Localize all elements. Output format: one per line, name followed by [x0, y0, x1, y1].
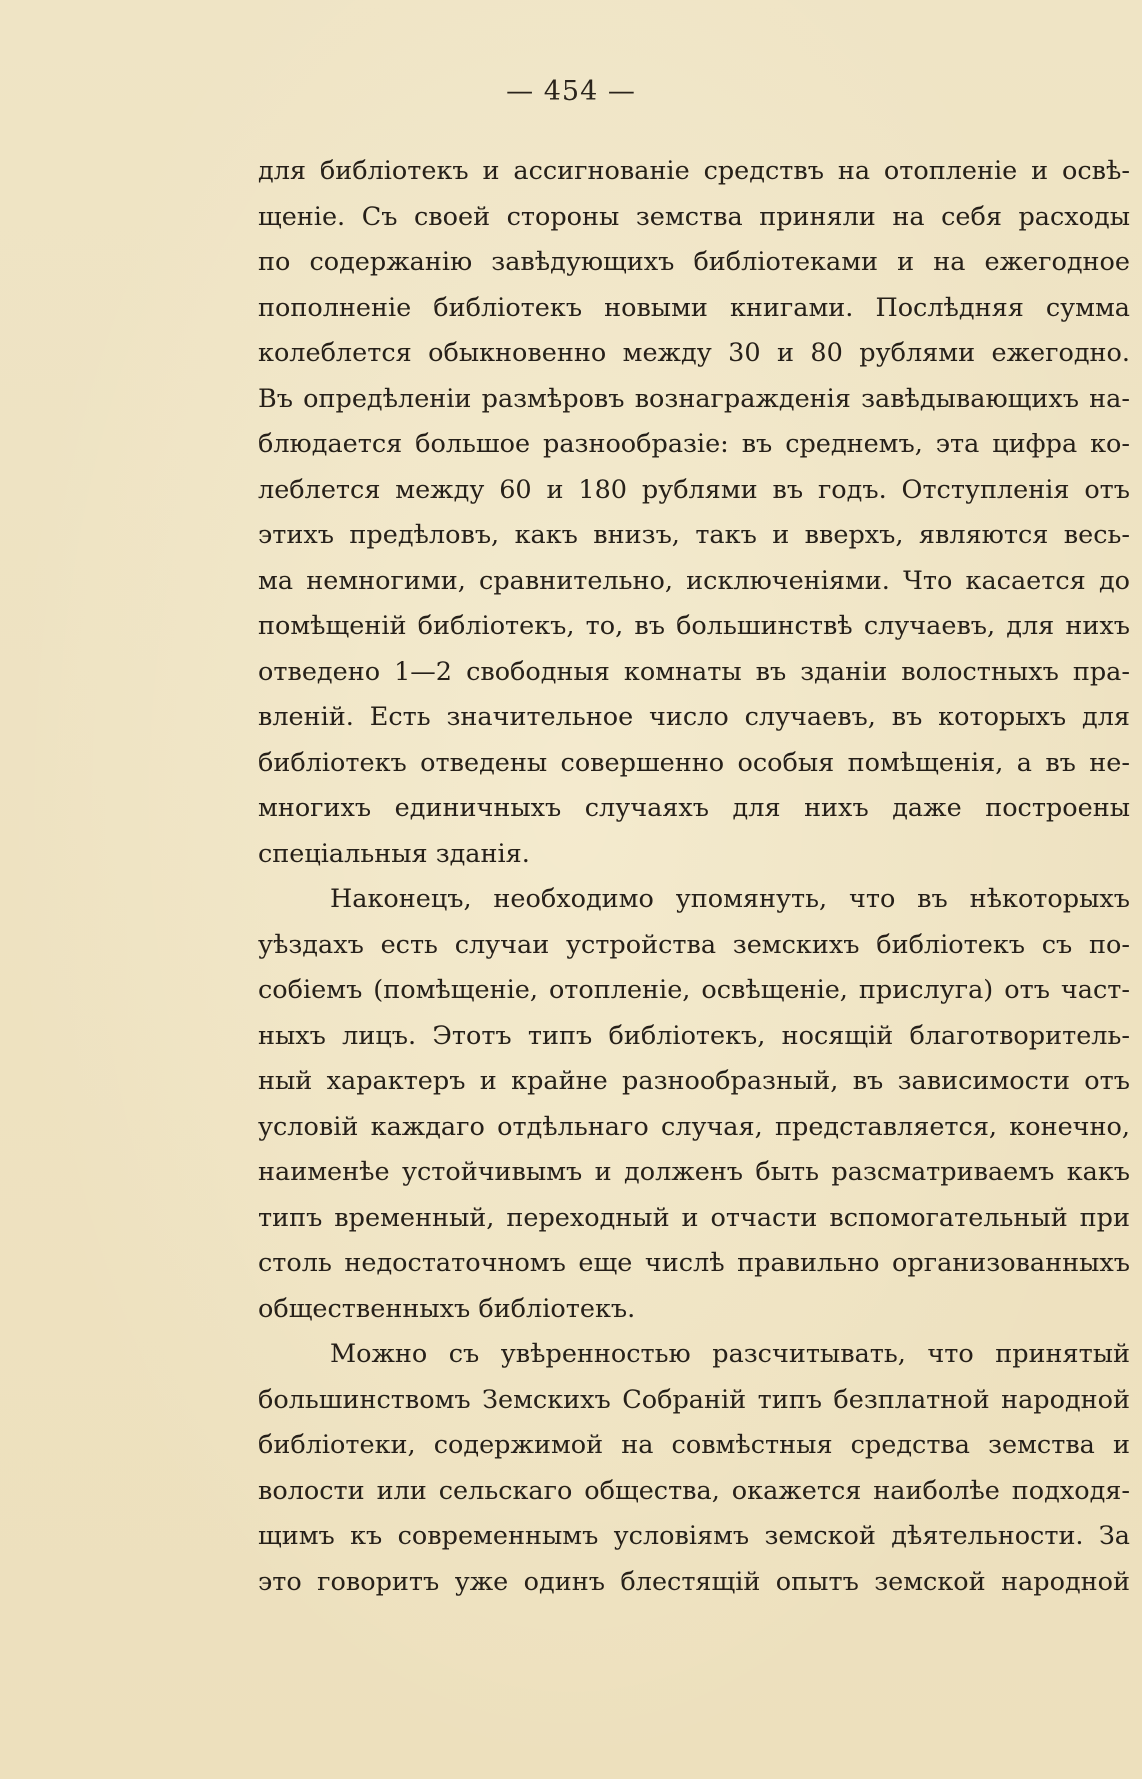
text-line: этихъ предѣловъ, какъ внизъ, такъ и вверхъ, являются весь- [258, 520, 1130, 550]
text-line: щимъ къ современнымъ условіямъ земской дѣятельности. За [258, 1521, 1130, 1551]
paragraph-1 [258, 149, 1130, 877]
text-line: по содержанію завѣдующихъ библіотеками и на ежегодное [258, 247, 1130, 277]
text-line: Наконецъ, необходимо упомянуть, что въ нѣкоторыхъ [330, 884, 1130, 914]
text-line: общественныхъ библіотекъ. [258, 1293, 636, 1324]
text-line: отведено 1—2 свободныя комнаты въ зданіи волостныхъ пра- [258, 656, 1130, 687]
text-line: многихъ единичныхъ случаяхъ для нихъ даже построены [258, 793, 1130, 823]
text-line: ныхъ лицъ. Этотъ типъ библіотекъ, носящій благотворитель- [258, 1020, 1130, 1051]
text-line: блюдается большое разнообразіе: въ среднемъ, эта цифра ко- [258, 429, 1130, 459]
text-line: условій каждаго отдѣльнаго случая, представляется, конечно, [258, 1111, 1130, 1142]
text-line: для библіотекъ и ассигнованіе средствъ на отопленіе и освѣ- [258, 156, 1130, 186]
text-line: наименѣе устойчивымъ и долженъ быть разсматриваемъ какъ [258, 1157, 1130, 1187]
text-line: ный характеръ и крайне разнообразный, въ зависимости отъ [258, 1066, 1130, 1096]
text-line: колеблется обыкновенно между 30 и 80 рублями ежегодно. [258, 338, 1130, 368]
body-text [258, 149, 1130, 1605]
text-line: библіотекъ отведены совершенно особыя помѣщенія, а въ не- [258, 747, 1130, 778]
text-line: пополненіе библіотекъ новыми книгами. Послѣдняя сумма [258, 292, 1130, 323]
text-line: вленій. Есть значительное число случаевъ, въ которыхъ для [258, 702, 1130, 732]
text-line: большинствомъ Земскихъ Собраній типъ безплатной народной [258, 1384, 1130, 1415]
text-line: библіотеки, содержимой на совмѣстныя средства земства и [258, 1430, 1130, 1460]
text-line: волости или сельскаго общества, окажется наиболѣе подходя- [258, 1475, 1130, 1506]
text-line: столь недостаточномъ еще числѣ правильно организованныхъ [258, 1248, 1130, 1278]
text-line: Можно съ увѣренностью разсчитывать, что принятый [330, 1339, 1130, 1369]
paragraph-2 [258, 877, 1130, 1332]
text-line: ма немногими, сравнительно, исключеніями. Что касается до [258, 565, 1130, 596]
text-line: собіемъ (помѣщеніе, отопленіе, освѣщеніе, прислуга) отъ част- [258, 975, 1130, 1005]
text-line: помѣщеній библіотекъ, то, въ большинствѣ случаевъ, для нихъ [258, 611, 1130, 641]
paragraph-3 [258, 1332, 1130, 1605]
text-line: спеціальныя зданія. [258, 838, 530, 869]
text-line: это говоритъ уже одинъ блестящій опытъ земской народной [258, 1566, 1130, 1597]
text-line: щеніе. Съ своей стороны земства приняли на себя расходы [258, 201, 1130, 232]
text-line: типъ временный, переходный и отчасти вспомогательный при [258, 1202, 1130, 1233]
text-line: уѣздахъ есть случаи устройства земскихъ библіотекъ съ по- [258, 929, 1130, 960]
text-line: леблется между 60 и 180 рублями въ годъ. Отступленія отъ [258, 474, 1130, 505]
text-line: Въ опредѣленіи размѣровъ вознагражденія завѣдывающихъ на- [258, 383, 1130, 414]
page-number: — 454 — [506, 76, 636, 107]
